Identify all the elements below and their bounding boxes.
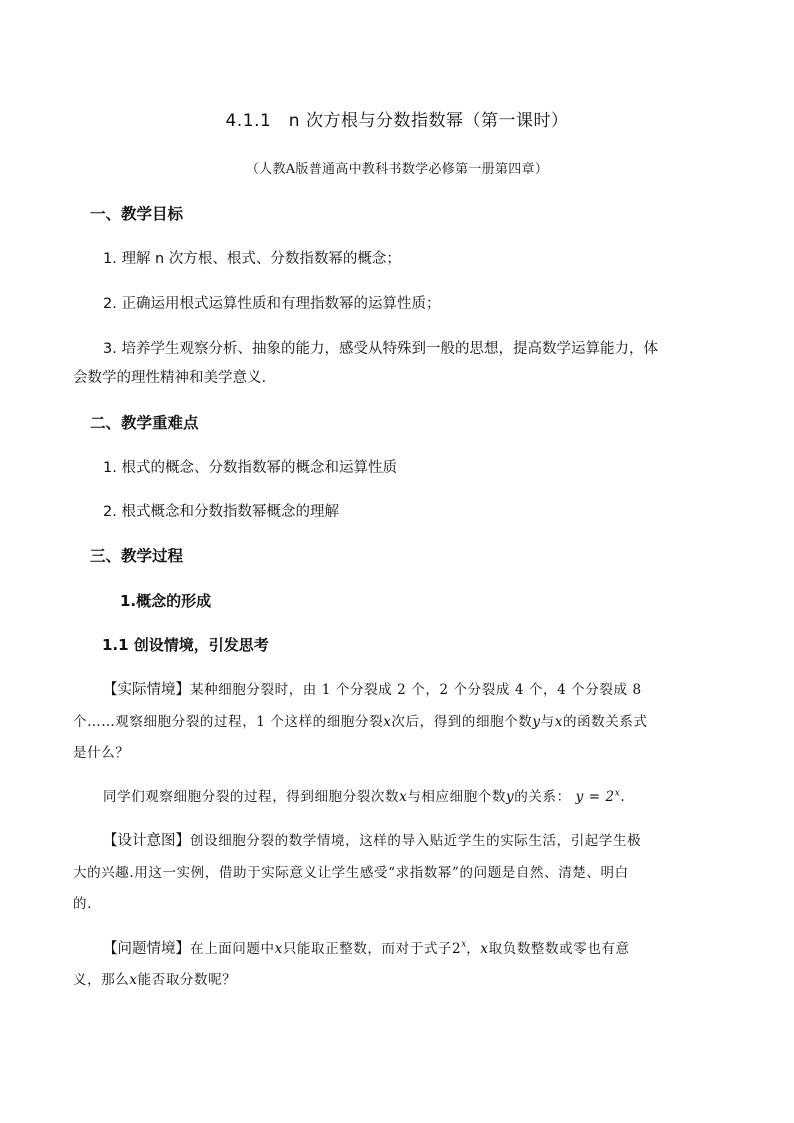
paragraph-observation [103,785,625,805]
paragraph-text: ， [466,941,481,957]
paragraph-text: 同学们观察细胞分裂的过程，得到细胞分裂次数 [103,789,400,805]
paragraph-problem-situation-line2 [73,968,236,988]
paragraph-text: 创设细胞分裂的数学情境，这样的导入贴近学生的实际生活，引起学生极 [190,833,642,849]
paragraph-problem-situation-line1 [103,937,630,958]
paragraph-text: 取负数整数或零也有意 [488,941,630,957]
page-subtitle: （人教A版普通高中教科书数学必修第一册第四章） [245,162,549,177]
section-heading-objectives: 一、教学目标 [90,205,184,223]
paragraph-label: 【问题情境】 [103,941,190,957]
math-variable: y [532,714,541,730]
math-variable: x [383,714,392,730]
math-formula: y = 2 [575,789,615,805]
paragraph-text: 次后，得到的细胞个数 [391,714,533,730]
paragraph-text: 个……观察细胞分裂的过程，1 个这样的细胞分裂 [73,714,384,730]
math-variable: x [480,941,489,957]
paragraph-label: 【实际情境】 [103,682,190,698]
math-variable: x [399,789,408,805]
math-variable: y [506,789,515,805]
paragraph-real-situation-line2 [73,710,648,730]
paragraph-text: 某种细胞分裂时，由 1 个分裂成 2 个，2 个分裂成 4 个，4 个分裂成 8 [190,682,642,698]
paragraph-text: 的函数关系式 [562,714,648,730]
objective-item: 3. 培养学生观察分析、抽象的能力，感受从特殊到一般的思想，提高数学运算能力，体 [103,341,658,357]
objective-item: 2. 正确运用根式运算性质和有理指数幂的运算性质； [103,296,441,312]
paragraph-text: 的关系： [514,789,571,805]
math-exponent: x [614,788,621,799]
paragraph-text: 能否取分数呢？ [137,972,237,988]
paragraph-design-intent-line1 [103,829,641,850]
paragraph-text: 只能取正整数，而对于式子2 [282,941,462,957]
paragraph-text: 义，那么 [73,972,130,988]
paragraph-text: 与相应细胞个数 [407,789,507,805]
paragraph-real-situation-line1 [103,678,642,699]
paragraph-design-intent-line2: 大的兴趣.用这一实例，借助于实际意义让学生感受“求指数幂”的问题是自然、清楚、明白 [73,865,629,881]
section-heading-process: 三、教学过程 [90,547,184,565]
paragraph-label: 【设计意图】 [103,833,190,849]
math-exponent: x [461,939,467,950]
paragraph-text: 在上面问题中 [190,941,275,957]
key-point-item: 2. 根式概念和分数指数幂概念的理解 [103,504,339,520]
math-variable: x [129,972,138,988]
paragraph-text: 与 [540,714,555,730]
paragraph-text: . [620,789,626,805]
subsection-heading: 1.概念的形成 [120,592,212,610]
math-variable: x [274,941,283,957]
objective-item-continuation: 会数学的理性精神和美学意义. [73,370,267,386]
section-heading-key-points: 二、教学重难点 [90,414,199,432]
paragraph-real-situation-line3: 是什么？ [73,745,130,761]
subsubsection-heading: 1.1 创设情境，引发思考 [102,636,269,654]
math-variable: x [554,714,563,730]
key-point-item: 1. 根式的概念、分数指数幂的概念和运算性质 [103,460,397,476]
page-title: 4.1.1 n 次方根与分数指数幂（第一课时） [225,111,569,131]
objective-item: 1. 理解 n 次方根、根式、分数指数幂的概念； [103,251,401,267]
paragraph-design-intent-line3: 的. [73,896,92,912]
